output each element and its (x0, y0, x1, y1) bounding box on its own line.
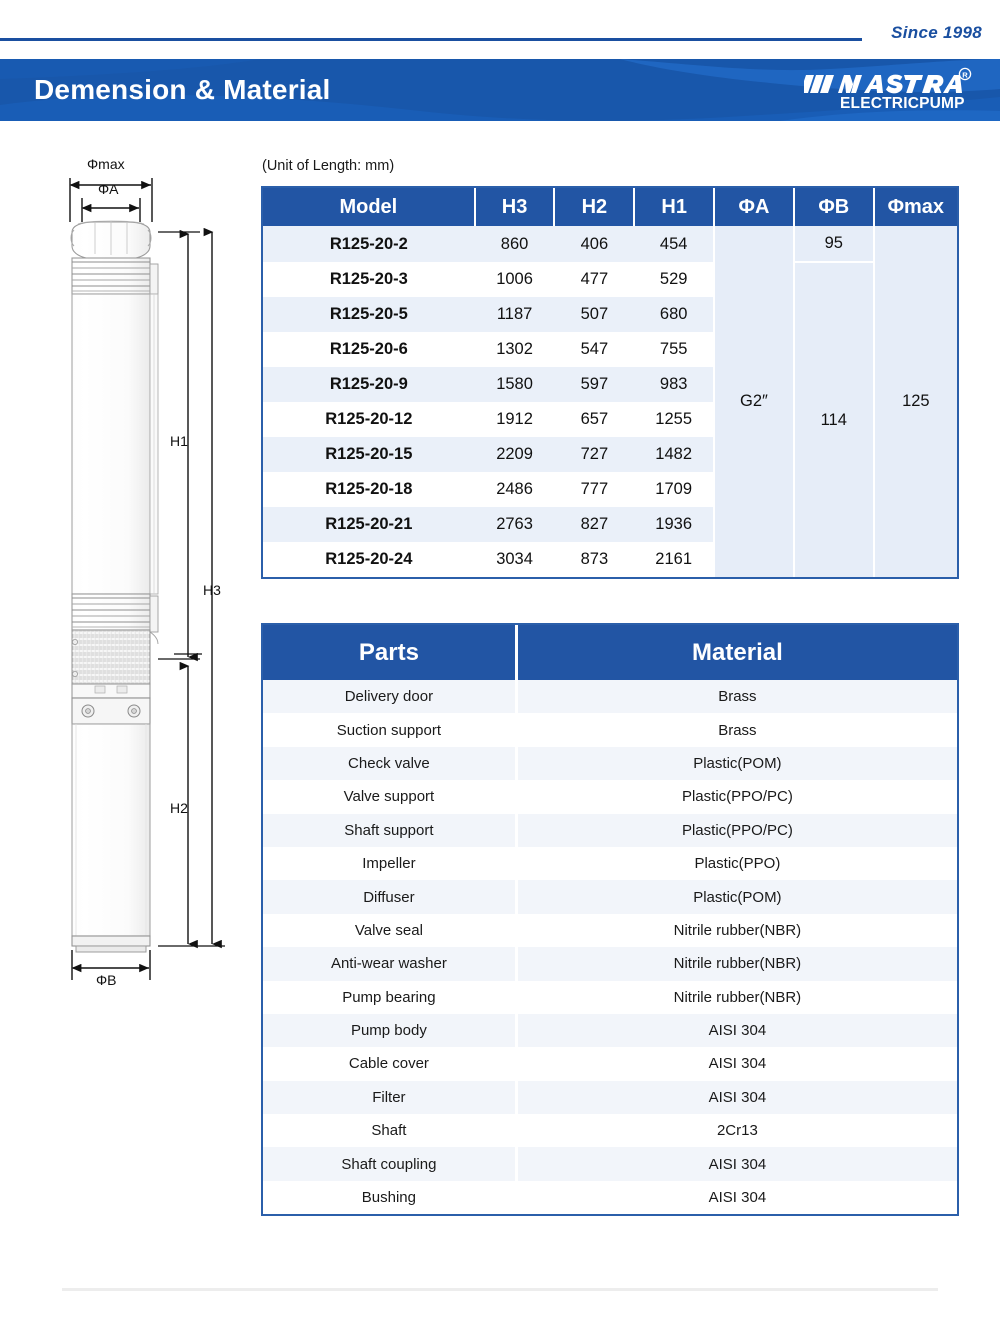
cell-part-name: Cable cover (263, 1047, 516, 1080)
cell-part-name: Shaft support (263, 814, 516, 847)
dimension-table (261, 186, 959, 579)
cell-h2: 507 (554, 297, 634, 332)
dimension-table-row (263, 262, 957, 297)
cell-h1: 529 (659, 270, 688, 288)
parts-table-row (263, 1114, 957, 1147)
cell-part-material: AISI 304 (516, 1047, 957, 1080)
cell-part-name: Anti-wear washer (263, 947, 516, 980)
cell-model: R125-20-12 (325, 410, 413, 428)
cell-part-material: Plastic(POM) (516, 747, 957, 780)
cell-h1: 755 (659, 340, 688, 358)
cell-part-material: AISI 304 (516, 1181, 957, 1214)
cell-part-name: Shaft coupling (263, 1147, 516, 1180)
pump-drawing-svg (40, 150, 255, 1010)
cell-h3: 1912 (496, 410, 533, 428)
cell-h3: 2486 (496, 480, 533, 498)
cell-model: R125-20-6 (329, 340, 408, 358)
cell-part-material: Plastic(PPO) (516, 847, 957, 880)
cell-part-material: Nitrile rubber(NBR) (516, 914, 957, 947)
column-header-parts: Parts (263, 625, 516, 680)
top-rule-divider (0, 38, 862, 41)
cell-model: R125-20-2 (263, 226, 475, 262)
cell-h2: 657 (580, 410, 609, 428)
cell-h1: 983 (634, 367, 714, 402)
cell-model: R125-20-18 (325, 480, 413, 498)
cell-model: R125-20-21 (263, 507, 475, 542)
page-header-banner (0, 59, 1000, 121)
mastra-logo (804, 67, 972, 113)
parts-table-header-row (263, 625, 957, 680)
cell-phi-b-rest: 114 (794, 262, 874, 577)
cell-part-name: Pump bearing (263, 981, 516, 1014)
cell-part-name: Valve support (263, 780, 516, 813)
since-label: Since 1998 (891, 23, 982, 42)
cell-h1: 1709 (655, 480, 693, 498)
cell-phi-a: G2″ (714, 226, 794, 577)
cell-h3: 1006 (496, 270, 533, 288)
cell-part-name: Filter (263, 1081, 516, 1114)
parts-table-row (263, 847, 957, 880)
parts-table-row (263, 947, 957, 980)
parts-table-row (263, 780, 957, 813)
cell-h2: 827 (554, 507, 634, 542)
cell-phi-max: 125 (874, 226, 957, 577)
cell-model: R125-20-3 (329, 270, 408, 288)
logo-subtitle: ELECTRICPUMP (840, 95, 965, 112)
cell-part-material: Nitrile rubber(NBR) (516, 981, 957, 1014)
cell-h1: 680 (634, 297, 714, 332)
cell-part-material: Plastic(PPO/PC) (516, 814, 957, 847)
cell-h1: 1936 (634, 507, 714, 542)
footer-divider (62, 1288, 938, 1291)
cell-h1: 2161 (655, 550, 693, 568)
svg-text:R: R (962, 70, 968, 80)
cell-part-material: Nitrile rubber(NBR) (516, 947, 957, 980)
unit-of-length-note: (Unit of Length: mm) (262, 158, 395, 174)
column-header-h3: H3 (475, 188, 555, 226)
parts-table-row (263, 814, 957, 847)
parts-table-row (263, 1081, 957, 1114)
cell-h2: 777 (580, 480, 609, 498)
cell-h3: 3034 (496, 550, 533, 568)
cell-part-name: Pump body (263, 1014, 516, 1047)
drawing-label-h3: H3 (203, 582, 221, 598)
cell-part-material: Brass (516, 680, 957, 713)
cell-phi-b-first: 95 (794, 226, 874, 262)
parts-table-row (263, 914, 957, 947)
parts-table-row (263, 981, 957, 1014)
parts-table-row (263, 713, 957, 746)
parts-table-row (263, 747, 957, 780)
cell-h3: 860 (475, 226, 555, 262)
cell-part-name: Diffuser (263, 880, 516, 913)
cell-h1: 1255 (655, 410, 693, 428)
registered-trademark-icon (959, 68, 970, 79)
dimension-table-row (263, 226, 957, 262)
cell-part-material: Plastic(POM) (516, 880, 957, 913)
cell-h3: 1187 (475, 297, 555, 332)
column-header-h1: H1 (634, 188, 714, 226)
page-title: Demension & Material (34, 74, 331, 105)
cell-part-name: Check valve (263, 747, 516, 780)
cell-model: R125-20-15 (263, 437, 475, 472)
drawing-label-phi-a: ΦA (98, 181, 119, 197)
cell-h2: 477 (580, 270, 609, 288)
parts-table-row (263, 1047, 957, 1080)
parts-table-row (263, 1014, 957, 1047)
drawing-label-phi-b: ΦB (96, 972, 117, 988)
drawing-label-h2: H2 (170, 800, 188, 816)
cell-model: R125-20-9 (263, 367, 475, 402)
cell-model: R125-20-24 (325, 550, 413, 568)
cell-part-name: Shaft (263, 1114, 516, 1147)
cell-h3: 1580 (475, 367, 555, 402)
cell-part-material: Brass (516, 713, 957, 746)
cell-h2: 547 (580, 340, 609, 358)
dimension-table-header-row (263, 188, 957, 226)
cell-h1: 454 (634, 226, 714, 262)
cell-part-name: Suction support (263, 713, 516, 746)
cell-part-material: Plastic(PPO/PC) (516, 780, 957, 813)
column-header-phi-max: Φmax (874, 188, 957, 226)
cell-part-material: AISI 304 (516, 1081, 957, 1114)
cell-h2: 873 (580, 550, 609, 568)
cell-part-material: AISI 304 (516, 1014, 957, 1047)
parts-table-row (263, 880, 957, 913)
drawing-label-phi-max: Φmax (87, 156, 125, 172)
parts-table-row (263, 1147, 957, 1180)
cell-h2: 597 (554, 367, 634, 402)
cell-part-material: AISI 304 (516, 1147, 957, 1180)
logo-mark (804, 67, 972, 113)
cell-part-material: 2Cr13 (516, 1114, 957, 1147)
parts-table-row (263, 680, 957, 713)
cell-part-name: Delivery door (263, 680, 516, 713)
column-header-phi-b: ΦB (794, 188, 874, 226)
cell-h2: 406 (554, 226, 634, 262)
column-header-phi-a: ΦA (714, 188, 794, 226)
cell-part-name: Bushing (263, 1181, 516, 1214)
parts-table-row (263, 1181, 957, 1214)
cell-model: R125-20-5 (263, 297, 475, 332)
cell-h3: 2763 (475, 507, 555, 542)
column-header-h2: H2 (554, 188, 634, 226)
cell-h3: 2209 (475, 437, 555, 472)
pump-dimension-drawing (40, 150, 255, 1010)
cell-h2: 727 (554, 437, 634, 472)
drawing-label-h1: H1 (170, 433, 188, 449)
top-bar (0, 23, 1000, 55)
column-header-model: Model (263, 188, 475, 226)
parts-material-table (261, 623, 959, 1216)
cell-h3: 1302 (496, 340, 533, 358)
cell-h1: 1482 (634, 437, 714, 472)
cell-part-name: Impeller (263, 847, 516, 880)
column-header-material: Material (516, 625, 957, 680)
cell-part-name: Valve seal (263, 914, 516, 947)
